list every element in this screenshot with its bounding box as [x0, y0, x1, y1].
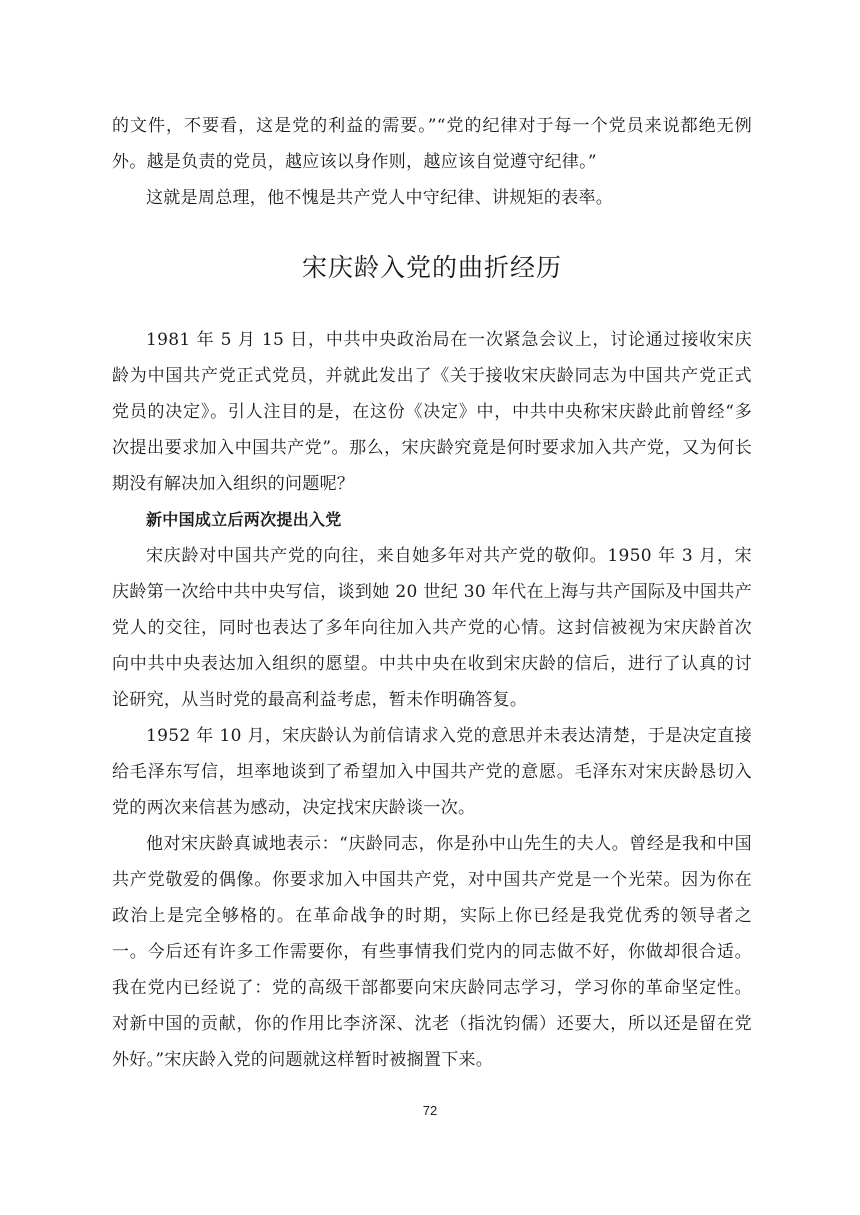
closing-paragraph: 这就是周总理，他不愧是共产党人中守纪律、讲规矩的表率。 [146, 188, 614, 208]
continued-paragraph: 的文件，不要看，这是党的利益的需要。”“党的纪律对于每一个党员来说都绝无例外。越是负责的党员，越应该以身作则，越应该自觉遵守纪律。” [112, 116, 752, 172]
page-number: 72 [422, 1103, 438, 1118]
body-paragraph-3: 他对宋庆龄真诚地表示：“庆龄同志，你是孙中山先生的夫人。曾经是我和中国共产党敬爱的偶像。你要求加入中国共产党，对中国共产党是一个光荣。因为你在政治上是完全够格的。在革命战争的时期，实际上你已经是我党优秀的领导者之一。今后还有许多工作需要你，有些事情我们党内的同志做不好，你做却很合适。我在党内已经说了：党的高级干部都要向宋庆龄同志学习，学习你的革命坚定性。对新中国的贡献，你的作用比李济深、沈老（指沈钧儒）还要大，所以还是留在党外好。”宋庆龄入党的问题就这样暂时被搁置下来。 [112, 834, 752, 1070]
body-paragraph-1: 宋庆龄对中国共产党的向往，来自她多年对共产党的敬仰。1950 年 3 月，宋庆龄第一次给中共中央写信，谈到她 20 世纪 30 年代在上海与共产国际及中国共产党人的交往，同时也表达了多年向往加入共产党的心情。这封信被视为宋庆龄首次向中共中央表达加入组织的愿望。中共中央在收到宋庆龄的信后，进行了认真的讨论研究，从当时党的最高利益考虑，暂未作明确答复。 [112, 546, 752, 710]
section-heading: 新中国成立后两次提出入党 [146, 510, 342, 529]
page-body [112, 108, 752, 1078]
body-paragraph-2: 1952 年 10 月，宋庆龄认为前信请求入党的意思并未表达清楚，于是决定直接给毛泽东写信，坦率地谈到了希望加入中国共产党的意愿。毛泽东对宋庆龄恳切入党的两次来信甚为感动，决定找宋庆龄谈一次。 [112, 726, 752, 818]
article-title: 宋庆龄入党的曲折经历 [301, 253, 562, 282]
intro-paragraph: 1981 年 5 月 15 日，中共中央政治局在一次紧急会议上，讨论通过接收宋庆龄为中国共产党正式党员，并就此发出了《关于接收宋庆龄同志为中国共产党正式党员的决定》。引人注目的是，在这份《决定》中，中共中央称宋庆龄此前曾经“多次提出要求加入中国共产党”。那么，宋庆龄究竟是何时要求加入共产党，又为何长期没有解决加入组织的问题呢？ [112, 330, 752, 494]
